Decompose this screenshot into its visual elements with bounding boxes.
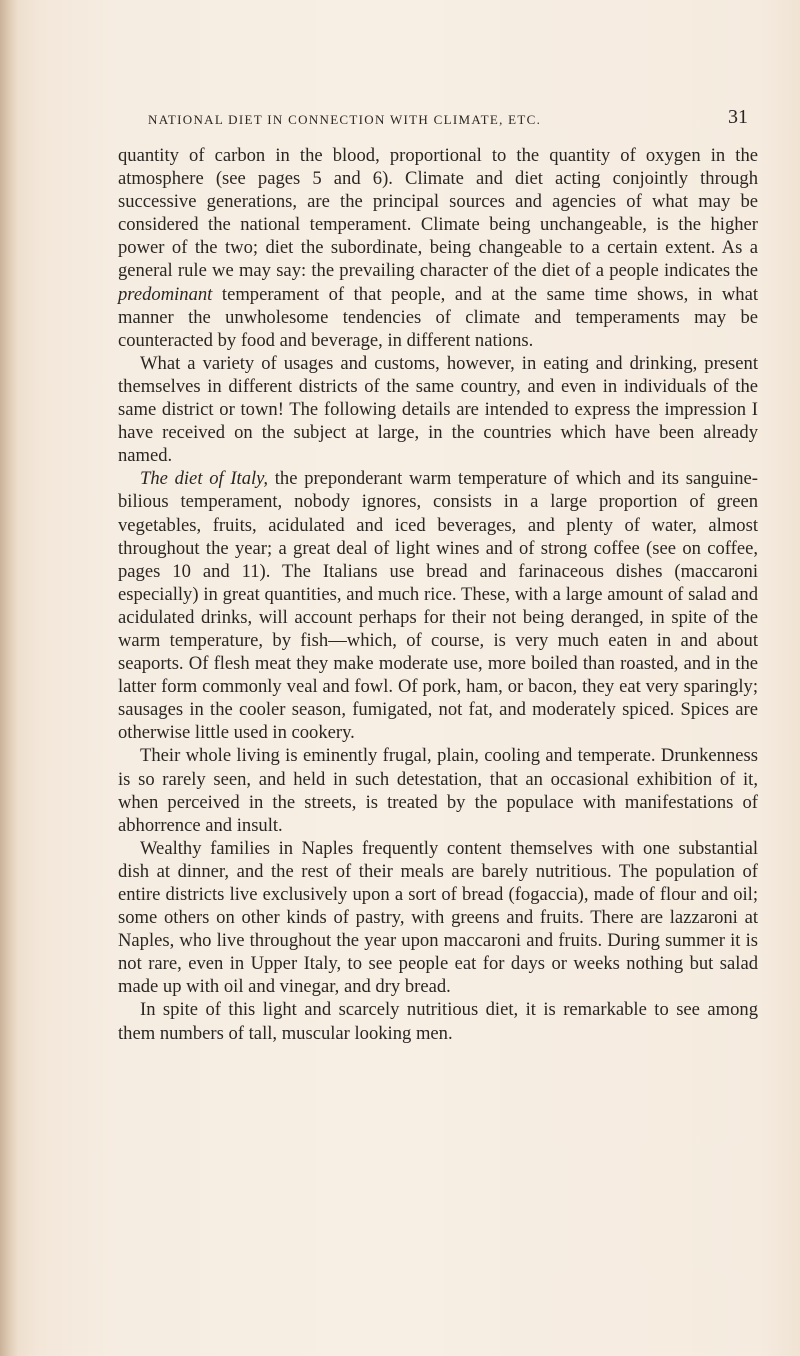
page-number: 31 xyxy=(728,106,748,128)
paragraph-1-italic: predominant xyxy=(118,283,213,305)
paragraph-1 xyxy=(118,144,758,352)
paragraph-3 xyxy=(118,467,758,744)
paragraph-1-text-a: quantity of carbon in the blood, proportional to the quantity of oxygen in the atmosphere (see pages 5 and 6). Climate and diet acting conjointly through successive generations, are the principal sources and agencies of what may be considered the national temperament. Climate being unchangeable, is the higher power of the two; diet the subordinate, being changeable to a certain extent. As a general rule we may say: the prevailing character of the diet of a people indicates the xyxy=(118,145,758,282)
paragraph-1-text-b: temperament of that people, and at the same time shows, in what manner the unwholesome tendencies of climate and temperaments may be counteracted by food and beverage, in different nations. xyxy=(118,283,758,351)
paragraph-5: Wealthy families in Naples frequently content themselves with one substantial dish at dinner, and the rest of their meals are barely nutritious. The population of entire districts live exclusively upon a sort of bread (fogaccia), made of flour and oil; some others on other kinds of pastry, with greens and fruits. There are lazzaroni at Naples, who live throughout the year upon maccaroni and fruits. During summer it is not rare, even in Upper Italy, to see people eat for days or weeks nothing but salad made up with oil and vinegar, and dry bread. xyxy=(118,837,758,998)
page-gutter-shadow xyxy=(0,0,18,1356)
page-header xyxy=(148,106,748,132)
paragraph-3-italic: The diet of Italy, xyxy=(140,468,269,490)
paragraph-6: In spite of this light and scarcely nutritious diet, it is remarkable to see among them numbers of tall, muscular looking men. xyxy=(118,999,758,1044)
paragraph-3-text: the preponderant warm temperature of which and its sanguine-bilious temperament, nobody ignores, consists in a large proportion of green vegetables, fruits, acidulated and iced beverages, and plenty of water, almost throughout the year; a great deal of light wines and of strong coffee (see on coffee, pages 10 and 11). The Italians use bread and farinaceous dishes (maccaroni especially) in great quantities, and much rice. These, with a large amount of salad and acidulated drinks, will account perhaps for their not being deranged, in spite of the warm temperature, by fish—which, of course, is very much eaten in and about seaports. Of flesh meat they make moderate use, more boiled than roasted, and in the latter form commonly veal and fowl. Of pork, ham, or bacon, they eat very sparingly; sausages in the cooler season, fumigated, not fat, and moderately spiced. Spices are otherwise little used in cookery. xyxy=(118,468,758,744)
running-head: NATIONAL DIET IN CONNECTION WITH CLIMATE, ETC. xyxy=(148,112,542,127)
paragraph-4: Their whole living is eminently frugal, plain, cooling and temperate. Drunkenness is so rarely seen, and held in such detestation, that an occasional exhibition of it, when perceived in the streets, is treated by the populace with manifestations of abhorrence and insult. xyxy=(118,745,758,836)
paragraph-2: What a variety of usages and customs, however, in eating and drinking, present themselves in different districts of the same country, and even in individuals of the same district or town! The following details are intended to express the impression I have received on the subject at large, in the countries which have been already named. xyxy=(118,352,758,467)
body-text xyxy=(118,144,758,1045)
